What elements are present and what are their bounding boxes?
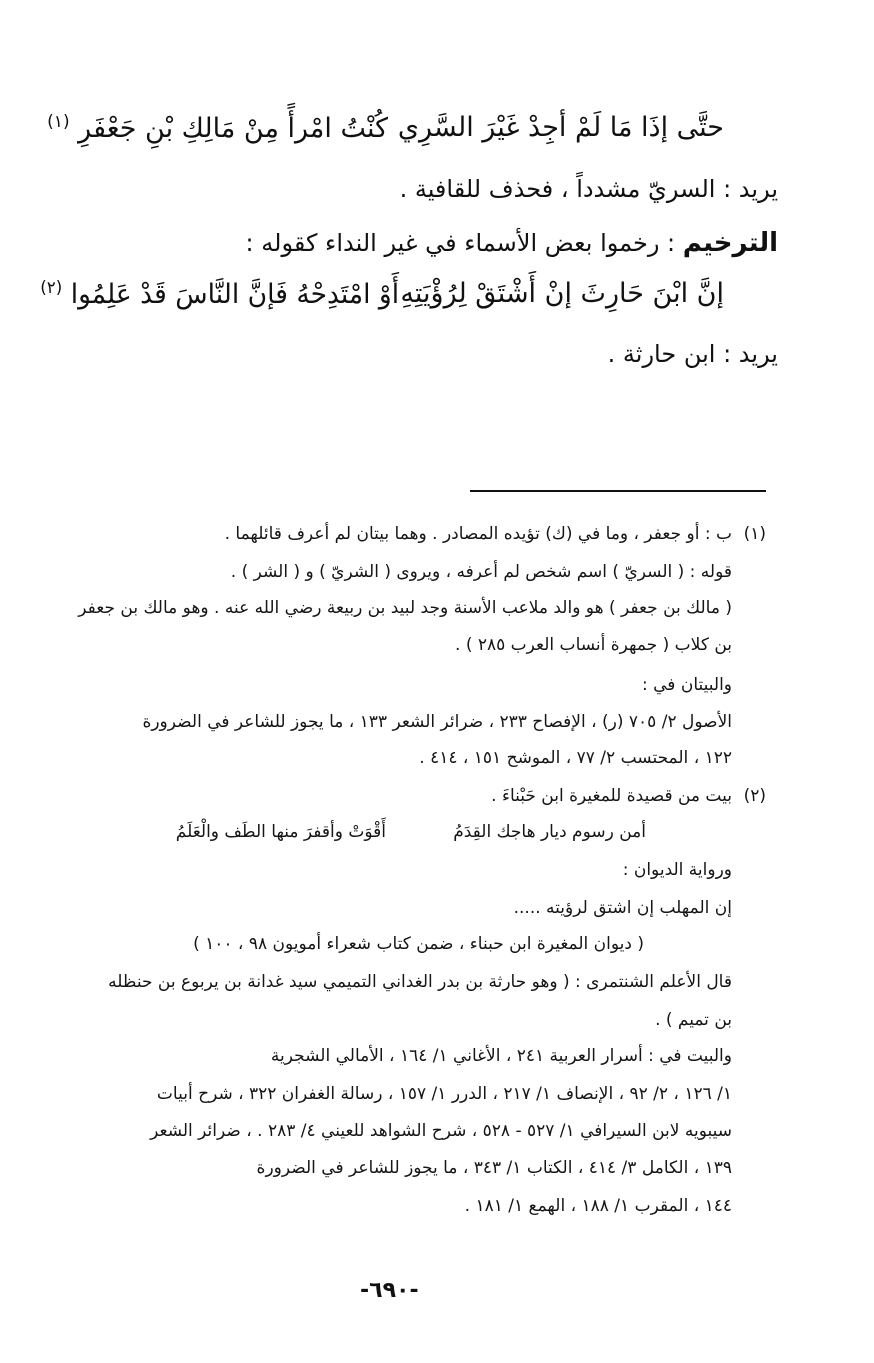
footnote-2-line-11: ١٤٤ ، المقرب ١/ ١٨٨ ، الهمع ١/ ١٨١ .: [464, 1196, 732, 1216]
footnote-2-line-5: قال الأعلم الشنتمرى : ( وهو حارثة بن بدر الغداني التميمي سيد غدانة بن يربوع بن حنظله: [108, 972, 732, 992]
footnote-2-verse-first: أمن رسوم ديار هاجك القِدَمُ: [453, 822, 646, 842]
tarkhim-term: الترخيم: [682, 228, 778, 258]
tarkhim-text: : رخموا بعض الأسماء في غير النداء كقوله :: [245, 229, 676, 257]
verse2-second-hemistich: [40, 278, 399, 310]
footnote-1-line-5: والبيتان في :: [642, 675, 732, 695]
footnote-2-line-6: بن تميم ) .: [655, 1010, 732, 1030]
verse2-second-text: أَوْ امْتَدِحْهُ فَإنَّ النَّاسَ قَدْ عَلِمُوا: [70, 279, 400, 310]
footnote-2-line-9: سيبويه لابن السيرافي ١/ ٥٢٧ - ٥٢٨ ، شرح الشواهد للعيني ٤/ ٢٨٣ . ، ضرائر الشعر: [150, 1121, 732, 1141]
footnote-2-line-4: ( ديوان المغيرة ابن حبناء ، ضمن كتاب شعراء أمويون ٩٨ ، ١٠٠ ): [193, 934, 644, 954]
footnote-1-marker: (١): [743, 524, 766, 544]
footnote-1-line-6: الأصول ٢/ ٧٠٥ (ر) ، الإفصاح ٢٣٣ ، ضرائر الشعر ١٣٣ ، ما يجوز للشاعر في الضرورة: [142, 712, 732, 732]
verse1-first-hemistich: حتَّى إذَا مَا لَمْ أجِدْ غَيْرَ السَّرِي: [397, 112, 724, 143]
footnote-2-line-1: بيت من قصيدة للمغيرة ابن حَبْناءَ .: [491, 786, 732, 806]
footnote-1-line-3: ( مالك بن جعفر ) هو والد ملاعب الأسنة وجد لبيد بن ربيعة رضي الله عنه . وهو مالك بن جعفر: [78, 598, 732, 618]
yurid-line-1: يريد : السريّ مشدداً ، فحذف للقافية .: [399, 175, 778, 203]
verse1-second-text: كُنْتُ امْرأً مِنْ مَالِكِ بْنِ جَعْفَرِ: [78, 113, 388, 144]
tarkhim-line: [246, 228, 778, 258]
footnote-2-line-3: إن المهلب إن اشتق لرؤيته .....: [513, 898, 732, 918]
footnote-2-marker: (٢): [743, 786, 766, 806]
footnote-1-line-1: ب : أو جعفر ، وما في (ك) تؤيده المصادر . وهما بيتان لم أعرف قائلهما .: [224, 524, 732, 544]
verse1-footnote-ref: (١): [47, 112, 70, 132]
footnote-2-line-2: ورواية الديوان :: [622, 860, 732, 880]
page-number: -٦٩٠-: [360, 1278, 419, 1303]
footnote-divider: [470, 490, 766, 492]
yurid-line-2: يريد : ابن حارثة .: [607, 340, 778, 368]
footnote-2-verse-second: أَقْوَتْ وأقفرَ منها الطَف والْعَلَمُ: [175, 822, 386, 842]
footnote-2-line-8: ١/ ١٢٦ ، ٢/ ٩٢ ، الإنصاف ١/ ٢١٧ ، الدرر ١/ ١٥٧ ، رسالة الغفران ٣٢٢ ، شرح أبيات: [156, 1084, 732, 1104]
verse2-first-hemistich: إنَّ ابْنَ حَارِثَ إنْ أَشْتَقْ لِرُؤْيَتِهِ: [400, 278, 724, 309]
verse2-footnote-ref: (٢): [40, 278, 63, 298]
footnote-1-line-4: بن كلاب ( جمهرة أنساب العرب ٢٨٥ ) .: [455, 635, 732, 655]
footnote-2-line-10: ١٣٩ ، الكامل ٣/ ٤١٤ ، الكتاب ١/ ٣٤٣ ، ما يجوز للشاعر في الضرورة: [256, 1158, 732, 1178]
footnote-1-line-7: ١٢٢ ، المحتسب ٢/ ٧٧ ، الموشح ١٥١ ، ٤١٤ .: [419, 748, 732, 768]
footnote-2-line-7: والبيت في : أسرار العربية ٢٤١ ، الأغاني ١/ ١٦٤ ، الأمالي الشجرية: [270, 1046, 732, 1066]
footnote-1-line-2: قوله : ( السريّ ) اسم شخص لم أعرفه ، ويروى ( الشريّ ) و ( الشر ) .: [230, 562, 732, 582]
verse1-second-hemistich: [47, 112, 388, 144]
